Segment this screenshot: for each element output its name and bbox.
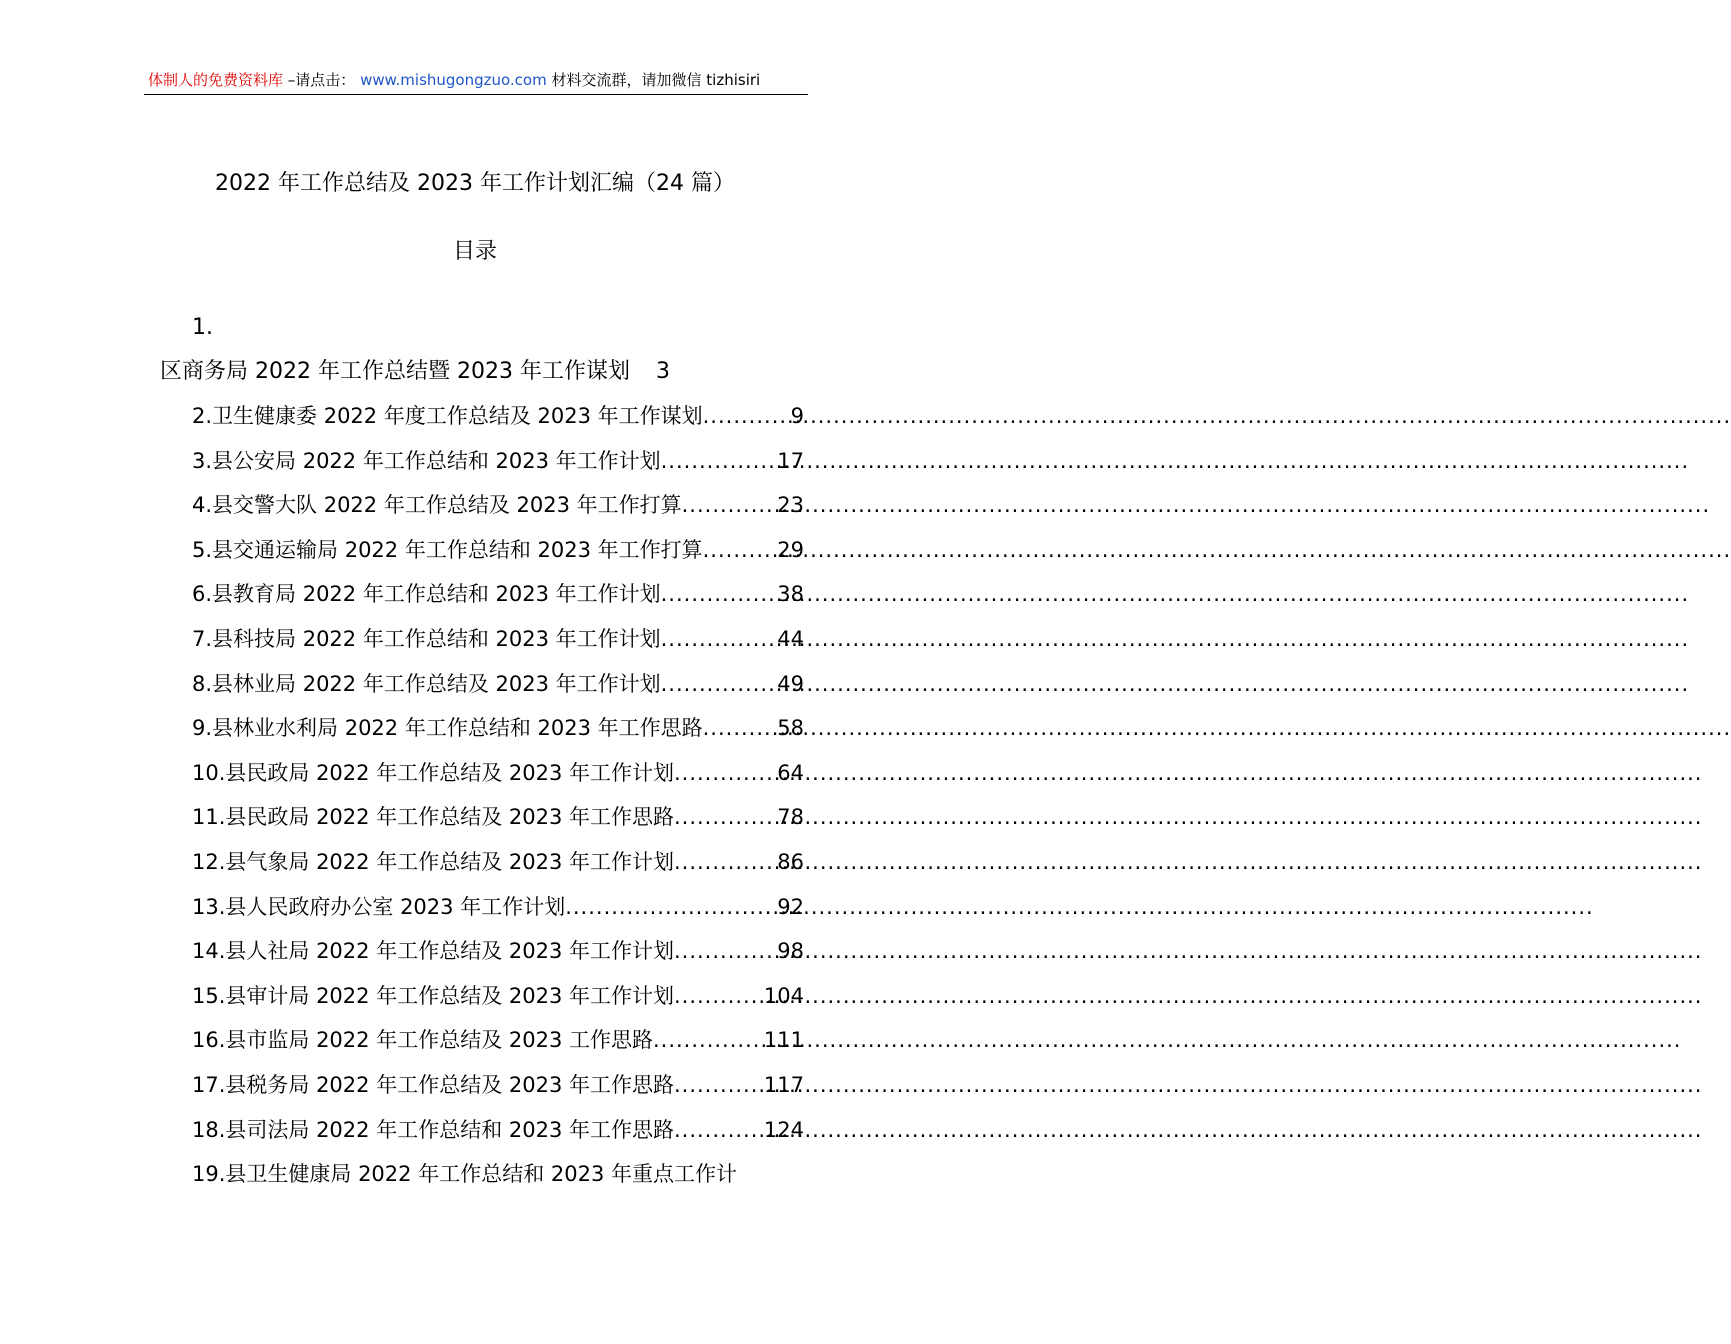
document-title: 2022 年工作总结及 2023 年工作计划汇编（24 篇）: [215, 171, 735, 196]
header-divider: [144, 94, 808, 95]
toc-entry-title: 10.县民政局 2022 年工作总结及 2023 年工作计划: [192, 760, 674, 785]
toc-entry[interactable]: [192, 757, 804, 802]
toc-entry[interactable]: [192, 1069, 804, 1114]
page-header: [148, 68, 808, 92]
toc-entry-page: 92: [777, 894, 804, 919]
toc-entry-page: 64: [777, 760, 804, 785]
toc-entry[interactable]: [192, 534, 804, 579]
toc-entry[interactable]: [192, 935, 804, 980]
toc-leader-dots: [674, 1114, 764, 1146]
toc-entry-title: 3.县公安局 2022 年工作总结和 2023 年工作计划: [192, 448, 661, 473]
toc-leader-dots: [653, 1024, 764, 1056]
header-prompt: –请点击：: [287, 71, 356, 89]
toc-entry-title: 12.县气象局 2022 年工作总结及 2023 年工作计划: [192, 849, 674, 874]
toc-entry[interactable]: [192, 801, 804, 846]
toc-entry-page: 29: [777, 537, 804, 562]
toc-entry-title: 16.县市监局 2022 年工作总结及 2023 工作思路: [192, 1028, 653, 1053]
toc-list: [192, 400, 804, 1203]
toc-first-entry[interactable]: [160, 356, 670, 388]
toc-entry-page: 23: [777, 493, 804, 518]
toc-entry[interactable]: [192, 489, 804, 534]
toc-leader-dots: [703, 712, 778, 744]
toc-entry-title: 4.县交警大队 2022 年工作总结及 2023 年工作打算: [192, 493, 682, 518]
toc-leader-dots: [674, 935, 777, 967]
header-url-link[interactable]: www.mishugongzuo.com: [360, 71, 547, 89]
toc-entry-page: 117: [763, 1072, 804, 1097]
toc-leader-dots: [661, 445, 778, 477]
toc-entry[interactable]: [192, 980, 804, 1025]
toc-entry-title: 14.县人社局 2022 年工作总结及 2023 年工作计划: [192, 939, 674, 964]
toc-entry-page: 111: [763, 1028, 804, 1053]
toc-leader-dots: [674, 757, 777, 789]
toc-entry-title: 6.县教育局 2022 年工作总结和 2023 年工作计划: [192, 582, 661, 607]
toc-entry-title: 19.县卫生健康局 2022 年工作总结和 2023 年重点工作计: [192, 1162, 737, 1187]
toc-leader-dots: [661, 623, 778, 655]
toc-leader-dots: [703, 400, 791, 432]
toc-entry-title: 18.县司法局 2022 年工作总结和 2023 年工作思路: [192, 1117, 674, 1142]
toc-entry-page: 86: [777, 849, 804, 874]
toc-leader-dots: [674, 846, 777, 878]
toc-entry-title: 2.卫生健康委 2022 年度工作总结及 2023 年工作谋划: [192, 404, 703, 428]
toc-leader-dots: [674, 801, 777, 833]
toc-entry[interactable]: [192, 668, 804, 713]
toc-entry-page: 124: [763, 1117, 804, 1142]
toc-entry-page: 58: [777, 716, 804, 741]
toc-entry-page: 9: [790, 404, 804, 428]
toc-entry[interactable]: [192, 891, 804, 936]
toc-heading: 目录: [452, 239, 497, 264]
toc-entry[interactable]: [192, 578, 804, 623]
toc-entry[interactable]: [192, 1114, 804, 1159]
toc-leader-dots: [682, 489, 778, 521]
toc-entry[interactable]: [192, 1024, 804, 1069]
toc-entry[interactable]: [192, 1158, 804, 1203]
toc-first-number: 1.: [192, 315, 213, 340]
toc-entry-page: 38: [777, 582, 804, 607]
toc-entry[interactable]: [192, 712, 804, 757]
header-brand: 体制人的免费资料库: [148, 71, 284, 89]
toc-leader-dots: [674, 980, 764, 1012]
toc-entry-title: 13.县人民政府办公室 2023 年工作计划: [192, 894, 566, 919]
toc-leader-dots: [674, 1069, 764, 1101]
toc-leader-dots: [661, 668, 778, 700]
toc-entry-title: 9.县林业水利局 2022 年工作总结和 2023 年工作思路: [192, 716, 703, 741]
toc-entry-page: 17: [777, 448, 804, 473]
toc-entry-title: 15.县审计局 2022 年工作总结及 2023 年工作计划: [192, 983, 674, 1008]
toc-entry-title: 5.县交通运输局 2022 年工作总结和 2023 年工作打算: [192, 537, 703, 562]
toc-entry-title: 11.县民政局 2022 年工作总结及 2023 年工作思路: [192, 805, 674, 830]
toc-entry[interactable]: [192, 400, 804, 445]
toc-entry-title: 17.县税务局 2022 年工作总结及 2023 年工作思路: [192, 1072, 674, 1097]
toc-entry-title: 7.县科技局 2022 年工作总结和 2023 年工作计划: [192, 626, 661, 651]
toc-entry[interactable]: [192, 623, 804, 668]
toc-leader-dots: [703, 534, 778, 566]
toc-entry-page: 49: [777, 671, 804, 696]
toc-entry-page: 78: [777, 805, 804, 830]
header-contact: 材料交流群，请加微信 tizhisiri: [551, 71, 761, 89]
toc-entry-title: 8.县林业局 2022 年工作总结及 2023 年工作计划: [192, 671, 661, 696]
toc-leader-dots: [661, 578, 778, 610]
toc-entry-page: 3: [655, 359, 670, 384]
toc-entry-page: 104: [763, 983, 804, 1008]
toc-entry[interactable]: [192, 445, 804, 490]
toc-entry-title: 区商务局 2022 年工作总结暨 2023 年工作谋划: [160, 359, 630, 384]
toc-entry-page: 44: [777, 626, 804, 651]
toc-leader-dots: [565, 891, 777, 923]
toc-entry-page: 98: [777, 939, 804, 964]
toc-entry[interactable]: [192, 846, 804, 891]
